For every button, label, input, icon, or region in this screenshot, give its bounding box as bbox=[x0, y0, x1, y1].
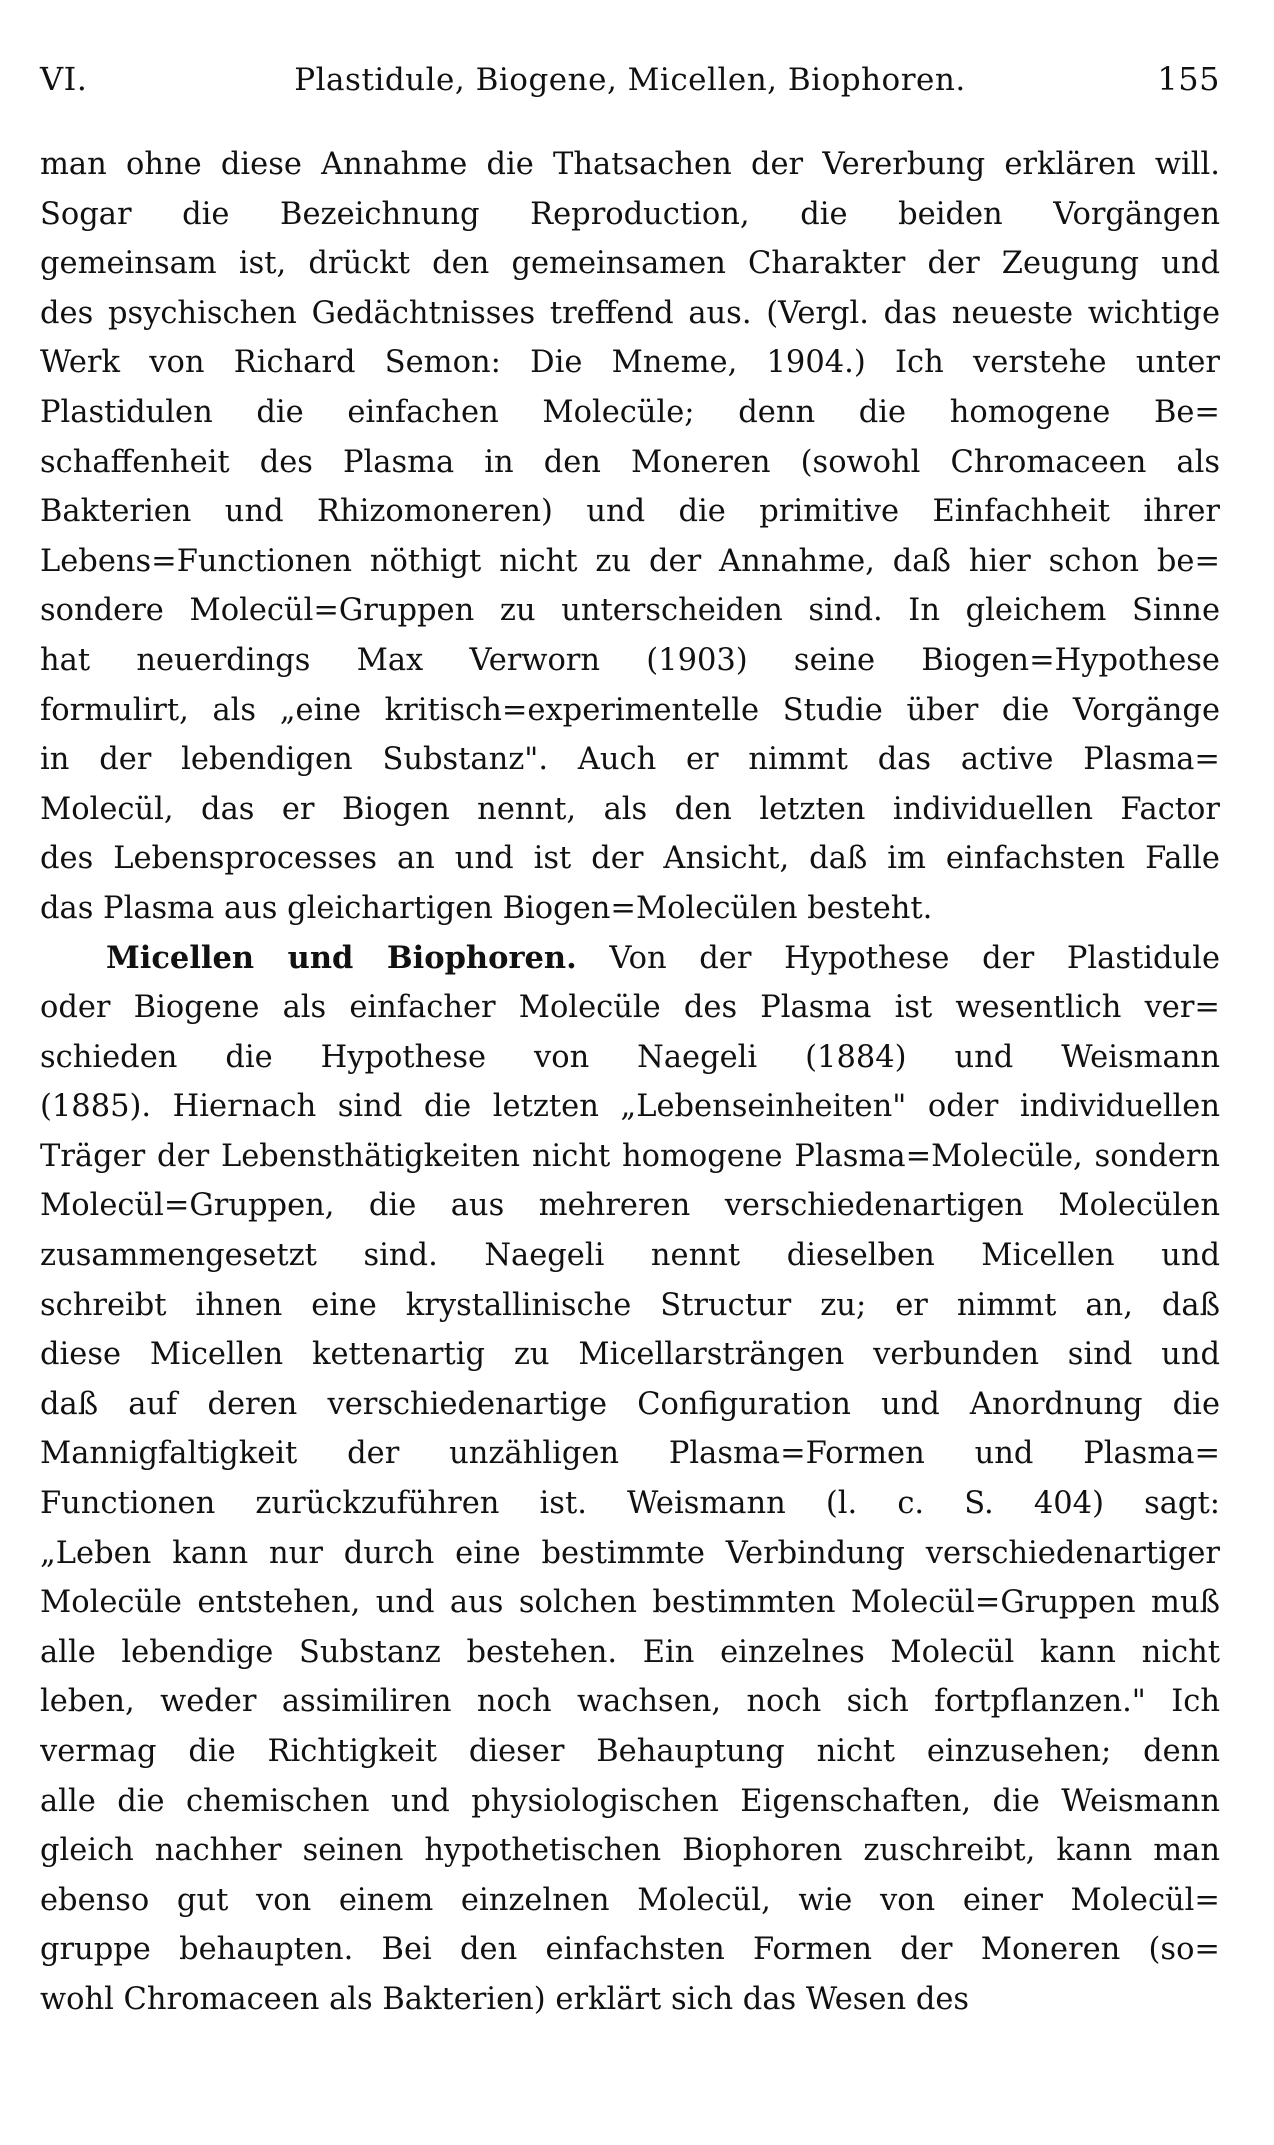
text-line: Werk von Richard Semon: Die Mneme, 1904.) Ich verstehe unter bbox=[40, 345, 1220, 381]
chapter-number: VI. bbox=[40, 60, 88, 98]
text-line: das Plasma aus gleichartigen Biogen=Molecülen besteht. bbox=[40, 890, 933, 926]
paragraph-1 bbox=[40, 140, 1220, 934]
text-line: alle lebendige Substanz bestehen. Ein einzelnes Molecül kann nicht bbox=[40, 1634, 1220, 1670]
text-line: diese Micellen kettenartig zu Micellarsträngen verbunden sind und bbox=[40, 1337, 1220, 1373]
text-line: man ohne diese Annahme die Thatsachen der Vererbung erklären will. bbox=[40, 147, 1220, 182]
paragraph-2-first-line bbox=[40, 934, 1220, 984]
text-line: vermag die Richtigkeit dieser Behauptung nicht einzusehen; denn bbox=[40, 1734, 1220, 1769]
text-line: Functionen zurückzuführen ist. Weismann (l. c. S. 404) sagt: bbox=[40, 1486, 1220, 1522]
text-line: zusammengesetzt sind. Naegeli nennt dieselben Micellen und bbox=[40, 1238, 1220, 1274]
text-line: formulirt, als „eine kritisch=experimentelle Studie über die Vorgänge bbox=[40, 692, 1220, 728]
text-line: schreibt ihnen eine krystallinische Structur zu; er nimmt an, daß bbox=[40, 1287, 1220, 1323]
book-page bbox=[40, 60, 1220, 2025]
text-line: (1885). Hiernach sind die letzten „Lebenseinheiten" oder individuellen bbox=[40, 1089, 1220, 1125]
text-line: Lebens=Functionen nöthigt nicht zu der Annahme, daß hier schon be= bbox=[40, 543, 1220, 579]
running-header bbox=[40, 60, 1220, 120]
text-line: gruppe behaupten. Bei den einfachsten Formen der Moneren (so= bbox=[40, 1932, 1220, 1968]
text-line: oder Biogene als einfacher Molecüle des Plasma ist wesentlich ver= bbox=[40, 990, 1220, 1026]
text-line: sondere Molecül=Gruppen zu unterscheiden sind. In gleichem Sinne bbox=[40, 593, 1220, 629]
text-line: Plastidulen die einfachen Molecüle; denn die homogene Be= bbox=[40, 394, 1220, 430]
text-line: gemeinsam ist, drückt den gemeinsamen Charakter der Zeugung und bbox=[40, 246, 1220, 282]
text-line: ebenso gut von einem einzelnen Molecül, wie von einer Molecül= bbox=[40, 1882, 1220, 1918]
text-line: Träger der Lebensthätigkeiten nicht homogene Plasma=Molecüle, sondern bbox=[40, 1138, 1220, 1174]
text-line: Molecül, das er Biogen nennt, als den letzten individuellen Factor bbox=[40, 791, 1220, 827]
text-line: leben, weder assimiliren noch wachsen, noch sich fortpflanzen." Ich bbox=[40, 1684, 1220, 1720]
text-line: hat neuerdings Max Verworn (1903) seine Biogen=Hypothese bbox=[40, 642, 1220, 678]
text-line: schaffenheit des Plasma in den Moneren (sowohl Chromaceen als bbox=[40, 444, 1220, 480]
text-line: „Leben kann nur durch eine bestimmte Verbindung verschiedenartiger bbox=[40, 1535, 1220, 1571]
text-line: Molecüle entstehen, und aus solchen bestimmten Molecül=Gruppen muß bbox=[40, 1585, 1220, 1621]
text-line: Bakterien und Rhizomoneren) und die primitive Einfachheit ihrer bbox=[40, 494, 1220, 530]
text-line: des psychischen Gedächtnisses treffend aus. (Vergl. das neueste wichtige bbox=[40, 295, 1220, 331]
page-number: 155 bbox=[1157, 60, 1220, 98]
text-line: alle die chemischen und physiologischen Eigenschaften, die Weismann bbox=[40, 1783, 1220, 1819]
paragraph-2-first-line-text: Von der Hypothese der Plastidule bbox=[609, 940, 1220, 976]
text-line: daß auf deren verschiedenartige Configuration und Anordnung die bbox=[40, 1386, 1220, 1422]
text-line: Sogar die Bezeichnung Reproduction, die beiden Vorgängen bbox=[40, 196, 1220, 232]
running-title: Plastidule, Biogene, Micellen, Biophoren. bbox=[294, 62, 966, 98]
text-line: Molecül=Gruppen, die aus mehreren verschiedenartigen Molecülen bbox=[40, 1188, 1220, 1224]
text-line: schieden die Hypothese von Naegeli (1884) und Weismann bbox=[40, 1039, 1220, 1075]
text-line: des Lebensprocesses an und ist der Ansicht, daß im einfachsten Falle bbox=[40, 841, 1220, 877]
body-text bbox=[40, 140, 1220, 2025]
text-line: Mannigfaltigkeit der unzähligen Plasma=Formen und Plasma= bbox=[40, 1436, 1220, 1472]
text-line: in der lebendigen Substanz". Auch er nimmt das active Plasma= bbox=[40, 742, 1220, 778]
text-line: gleich nachher seinen hypothetischen Biophoren zuschreibt, kann man bbox=[40, 1833, 1220, 1869]
section-heading: Micellen und Biophoren. bbox=[106, 939, 577, 976]
paragraph-2 bbox=[40, 934, 1220, 2025]
text-line: wohl Chromaceen als Bakterien) erklärt sich das Wesen des bbox=[40, 1981, 970, 2017]
